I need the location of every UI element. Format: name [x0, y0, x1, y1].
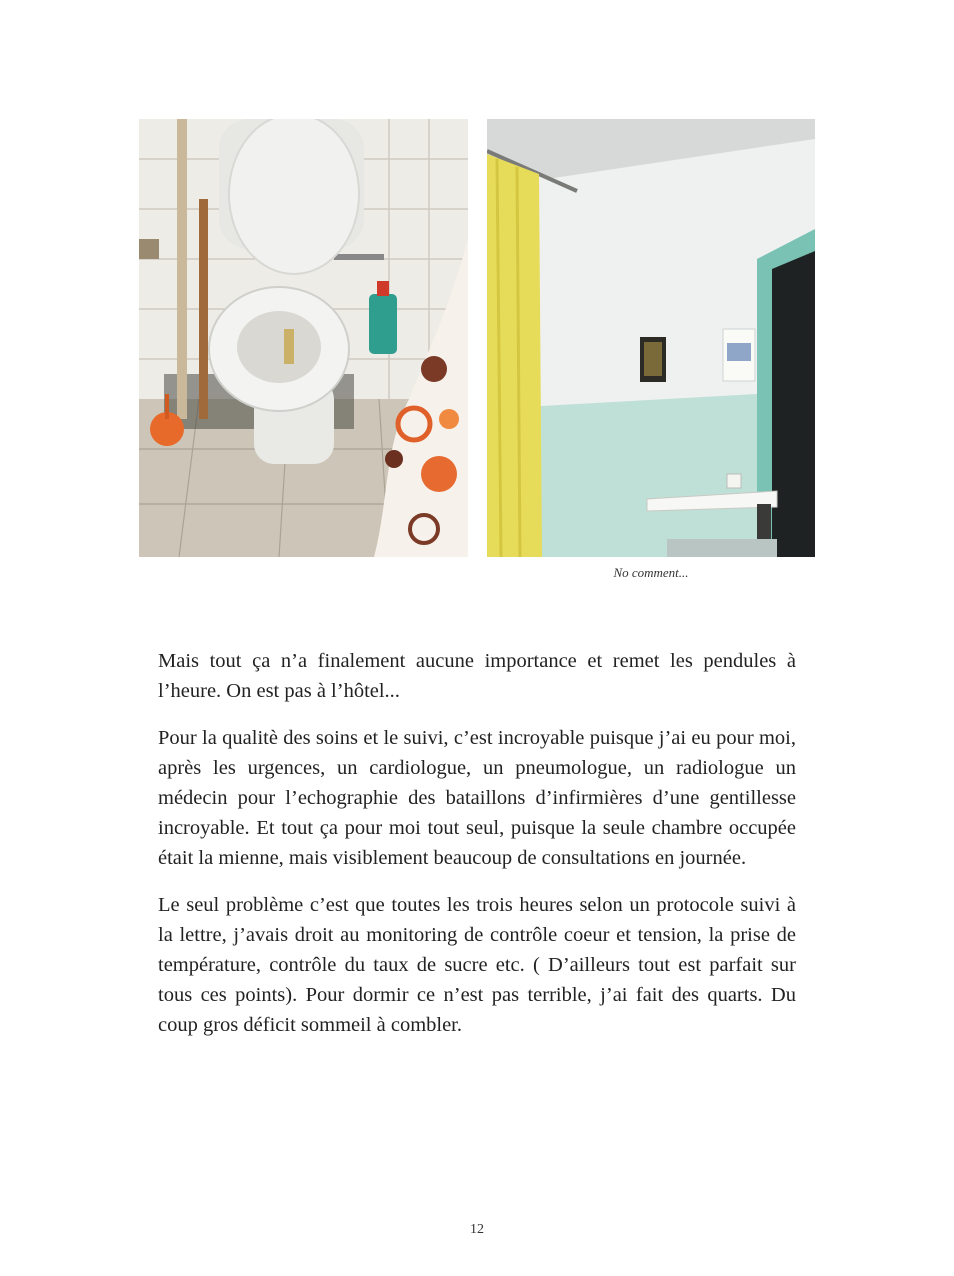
body-text [158, 646, 796, 1057]
figure-caption: No comment... [613, 565, 689, 580]
paragraph: Pour la qualitè des soins et le suivi, c’est incroyable puisque j’ai eu pour moi, après les urgences, un cardiologue, un pneumologue, un radiologue un médecin pour l’echographie des bataillons d’infirmières d’une gentillesse incroyable. Et tout ça pour moi tout seul, puisque la seule chambre occupée était la mienne, mais visiblement beaucoup de consultations en journée. [158, 727, 796, 869]
toilet-photo [139, 119, 468, 557]
hospital-room-photo [487, 119, 815, 557]
paragraph: Le seul problème c’est que toutes les trois heures selon un protocole suivi à la lettre, j’avais droit au monitoring de contrôle coeur et tension, la prise de température, contrôle du taux de sucre etc. ( D’ailleurs tout est parfait sur tous ces points). Pour dormir ce n’est pas terrible, j’ai fait des quarts. Du coup gros déficit sommeil à combler. [158, 894, 796, 1036]
paragraph: Mais tout ça n’a finalement aucune importance et remet les pendules à l’heure. On est pas à l’hôtel... [158, 650, 796, 702]
page-number: 12 [470, 1222, 484, 1237]
